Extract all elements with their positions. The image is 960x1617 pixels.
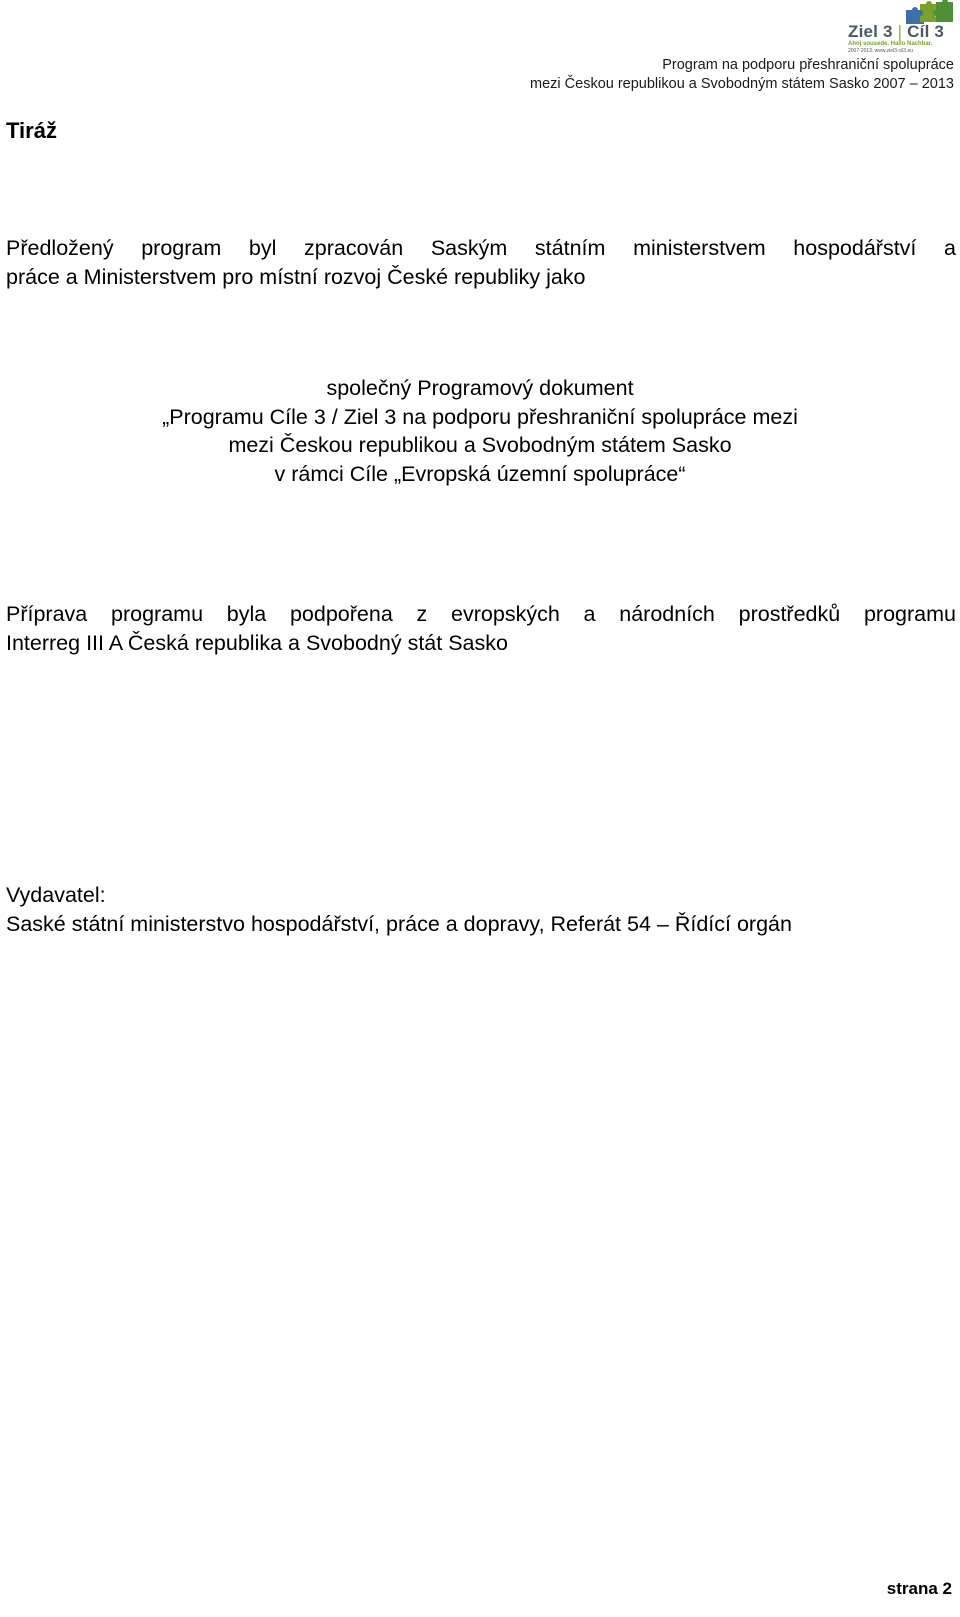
logo-url: 2007-2013. www.ziel3-cil3.eu (848, 48, 914, 54)
logo-word-cil: Cíl 3 (907, 22, 945, 41)
centered-line-2: „Programu Cíle 3 / Ziel 3 na podporu přeshraniční spolupráce mezi (162, 404, 798, 429)
programme-document-title (0, 374, 960, 488)
centered-line-3: mezi Českou republikou a Svobodným státem Sasko (228, 433, 732, 457)
centered-line-1: společný Programový dokument (326, 376, 634, 400)
running-header-line-1: Program na podporu přeshraniční spolupráce (662, 57, 954, 73)
logo-word-ziel: Ziel 3 (848, 22, 893, 41)
funding-paragraph (6, 600, 956, 657)
page-number: strana 2 (886, 1579, 952, 1598)
funding-line-1: Příprava programu byla podpořena z evropských a národních prostředků programu (6, 602, 956, 626)
running-header-line-2: mezi Českou republikou a Svobodným státem Sasko 2007 – 2013 (530, 76, 954, 92)
intro-paragraph (6, 234, 956, 291)
publisher-block (6, 881, 956, 938)
centered-line-4: v rámci Cíle „Evropská územní spolupráce“ (274, 461, 686, 486)
intro-line-1: Předložený program byl zpracován Saským státním ministerstvem hospodářství a (6, 236, 956, 260)
publisher-label: Vydavatel: (6, 883, 106, 907)
publisher-value: Saské státní ministerstvo hospodářství, práce a dopravy, Referát 54 – Řídící orgán (6, 911, 792, 936)
puzzle-pieces-icon (904, 0, 954, 24)
logo-separator: | (897, 22, 903, 41)
ziel3-cil3-logo (848, 0, 956, 54)
page-title: Tiráž (6, 118, 57, 143)
logo-wordmark (848, 22, 944, 42)
funding-line-2: Interreg III A Česká republika a Svobodný stát Sasko (6, 630, 508, 655)
intro-line-2: práce a Ministerstvem pro místní rozvoj České republiky jako (6, 264, 586, 289)
logo-tagline: Ahoj sousede. Hallo Nachbar. (848, 41, 933, 47)
